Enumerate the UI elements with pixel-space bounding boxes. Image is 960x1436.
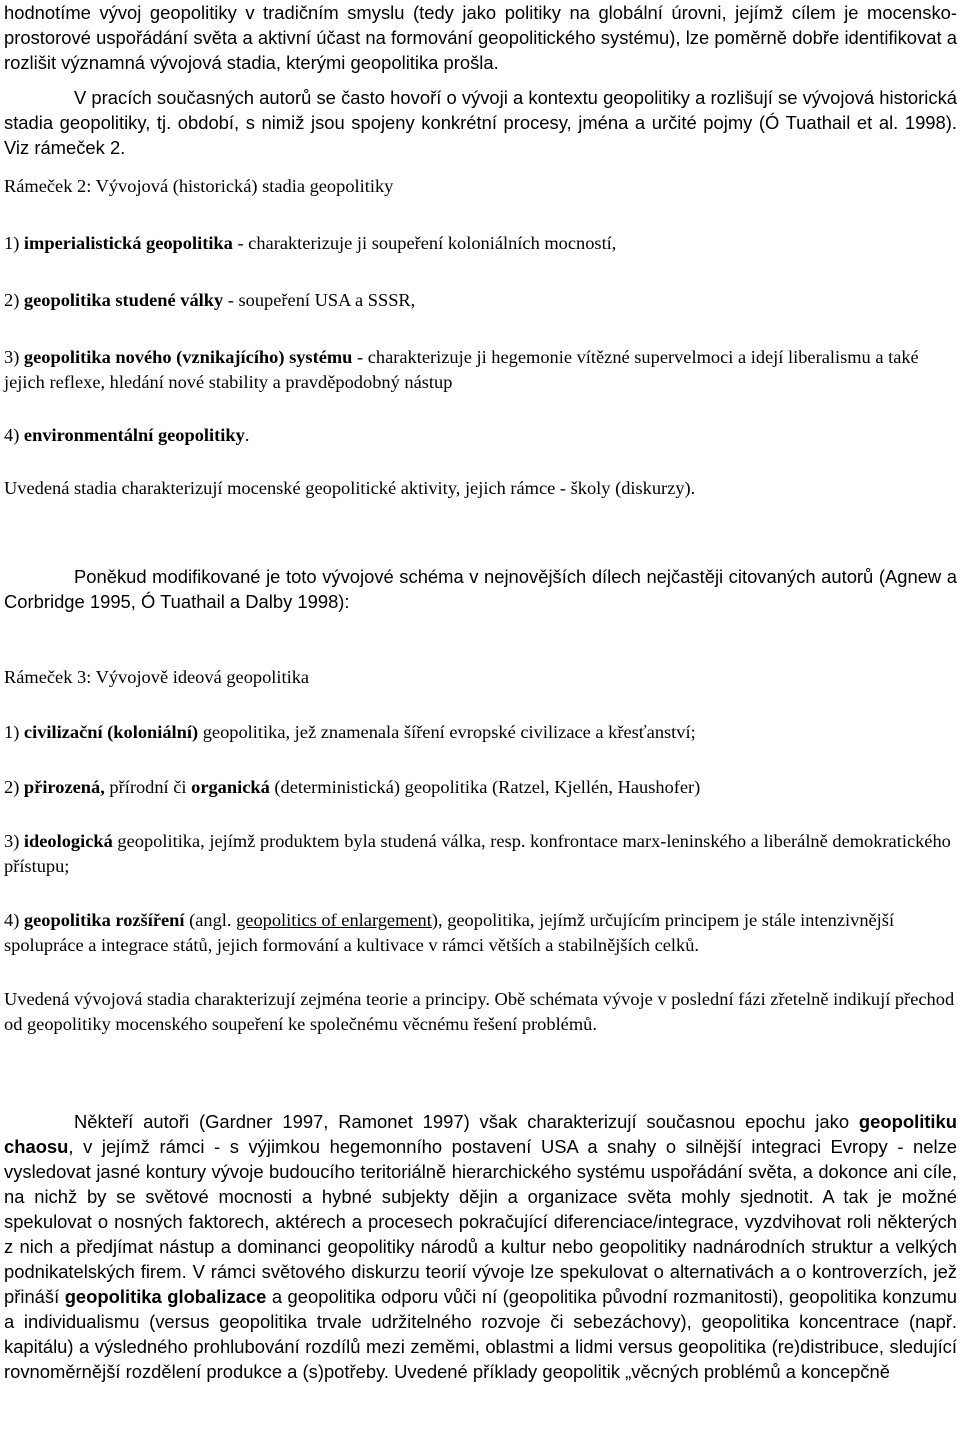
paragraph-3: Poněkud modifikované je toto vývojové schéma v nejnovějších dílech nejčastěji citovaných autorů (Agnew a Corbridge 1995, Ó Tuathail a Dalby 1998):	[4, 566, 957, 612]
box-2-item-3	[4, 345, 957, 395]
box-2-item-2	[4, 288, 957, 313]
box-2-item-1-text: - charakterizuje ji soupeření koloniálních mocností,	[232, 233, 617, 253]
box-3-summary: Uvedená vývojová stadia charakterizují zejména teorie a principy. Obě schémata vývoje v poslední fázi zřetelně indikují přechod od geopolitiky mocenského soupeření ke společnému věcnému řešení problémů.	[4, 989, 955, 1034]
box-3-item-3-num: 3)	[4, 831, 24, 851]
box-2-item-4	[4, 423, 957, 448]
box-2-title: Rámeček 2: Vývojová (historická) stadia geopolitiky	[4, 176, 394, 196]
box-3-item-4	[4, 908, 957, 958]
box-2-item-3-term: geopolitika nového (vznikajícího) systému	[23, 347, 353, 367]
box-3-item-2-text: (deterministická) geopolitika (Ratzel, Kjellén, Haushofer)	[269, 777, 701, 797]
box-3-item-4-num: 4)	[4, 910, 24, 930]
paragraph-chaos	[4, 1109, 957, 1384]
box-3-item-2-mid: přírodní či	[104, 777, 192, 797]
box-3-item-4-english-term: geopolitics of enlargement	[236, 910, 432, 930]
box-2-item-2-text: - soupeření USA a SSSR,	[223, 290, 416, 310]
box-2-item-4-num: 4)	[4, 425, 24, 445]
box-3-item-2	[4, 775, 957, 800]
box-3-item-1-text: geopolitika, jež znamenala šíření evropské civilizace a křesťanství;	[198, 722, 696, 742]
paragraph-4	[4, 1109, 957, 1384]
box-2-item-1-num: 1)	[4, 233, 24, 253]
box-2-item-1	[4, 231, 957, 256]
paragraph-4-term-globalization: geopolitika globalizace	[64, 1286, 267, 1307]
paragraph-4-e: a geopolitika odporu vůči ní (geopolitika původní rozmanitosti), geopolitika konzumu a individualismu (versus geopolitika trvale udržitelného rozvoje či sebezáchovy), geopolitika koncentrace (např. kapitálu) a výsledného prohlubování rozdílů mezi zeměmi, oblastmi a lidmi versus geopolitika (re)distribuce, sledující rovnoměrnější rozdělení produkce a (s)potřeby. Uvedené příklady geopolitik „věcných problémů a koncepčně	[4, 1286, 958, 1382]
box-2-item-1-term: imperialistická geopolitika	[23, 233, 233, 253]
paragraph-2: V pracích současných autorů se často hovoří o vývoji a kontextu geopolitiky a rozlišují se vývojová historická stadia geopolitiky, tj. období, s nimiž jsou spojeny konkrétní procesy, jména a určité pojmy (Ó Tuathail et al. 1998). Viz rámeček 2.	[4, 87, 957, 158]
box-2-item-4-term: environmentální geopolitiky	[23, 425, 245, 445]
paragraph-intro	[4, 0, 957, 75]
box-3-item-2-term: přirozená,	[23, 777, 105, 797]
paragraph-modified	[4, 564, 957, 614]
box-3-item-2-term-2: organická	[191, 777, 270, 797]
box-2-summary: Uvedená stadia charakterizují mocenské geopolitické aktivity, jejich rámce - školy (diskurzy).	[4, 478, 696, 498]
box-2	[4, 174, 957, 501]
box-3-item-2-num: 2)	[4, 777, 24, 797]
box-3	[4, 665, 957, 1037]
box-3-item-3-term: ideologická	[23, 831, 113, 851]
box-3-item-4-term: geopolitika rozšíření	[23, 910, 185, 930]
box-3-item-4-pre: (angl.	[184, 910, 237, 930]
box-3-item-1	[4, 720, 957, 745]
box-3-item-4-text: ), geopolitika, jejímž určujícím principem je stále intenzivnější spolupráce a integrace států, jejich formování a kultivace v rámci větších a stabilnějších celků.	[4, 910, 895, 955]
box-2-item-3-text: - charakterizuje ji hegemonie vítězné supervelmoci a idejí liberalismu a také jejich reflexe, hledání nové stability a pravděpodobný nástup	[4, 347, 919, 392]
box-3-title: Rámeček 3: Vývojově ideová geopolitika	[4, 667, 310, 687]
box-2-item-2-num: 2)	[4, 290, 24, 310]
paragraph-4-term-chaos: geopolitiku chaosu	[4, 1111, 957, 1157]
box-2-item-2-term: geopolitika studené války	[23, 290, 224, 310]
paragraph-4-c: , v jejímž rámci - s výjimkou hegemonního postavení USA a snahy o silnější integraci Evropy - nelze vysledovat jasné kontury vývoje budoucího teritoriálně hierarchického systému uspořádání světa, a dokonce ani cíle, na nichž by se světové mocnosti a hybné subjekty dějin a organizace světa mohly sjednotit. A tak je možné spekulovat o nosných faktorech, aktérech a procesech pokračující diferenciace/integrace, vyzdvihovat roli některých z nich a předjímat nástup a dominanci geopolitiky národů a kultur nebo geopolitiky nadnárodních struktur a velkých podnikatelských firem. V rámci světového diskurzu teorií vývoje lze spekulovat o alternativách a o kontroverzích, jež přináší	[4, 1136, 957, 1307]
paragraph-authors	[4, 85, 957, 160]
paragraph-4-a: Někteří autoři (Gardner 1997, Ramonet 1997) však charakterizují současnou epochu jako	[74, 1111, 859, 1132]
box-3-item-1-num: 1)	[4, 722, 24, 742]
box-2-item-4-text: .	[244, 425, 250, 445]
paragraph-1: hodnotíme vývoj geopolitiky v tradičním smyslu (tedy jako politiky na globální úrovni, jejímž cílem je mocensko-prostorové uspořádání světa a aktivní účast na formování geopolitického systému), lze poměrně dobře identifikovat a rozlišit významná vývojová stadia, kterými geopolitika prošla.	[4, 2, 957, 73]
box-2-item-3-num: 3)	[4, 347, 24, 367]
box-3-item-1-term: civilizační (koloniální)	[23, 722, 199, 742]
box-3-item-3-text: geopolitika, jejímž produktem byla studená válka, resp. konfrontace marx-leninského a liberálně demokratického přístupu;	[4, 831, 951, 876]
box-3-item-3	[4, 829, 957, 879]
